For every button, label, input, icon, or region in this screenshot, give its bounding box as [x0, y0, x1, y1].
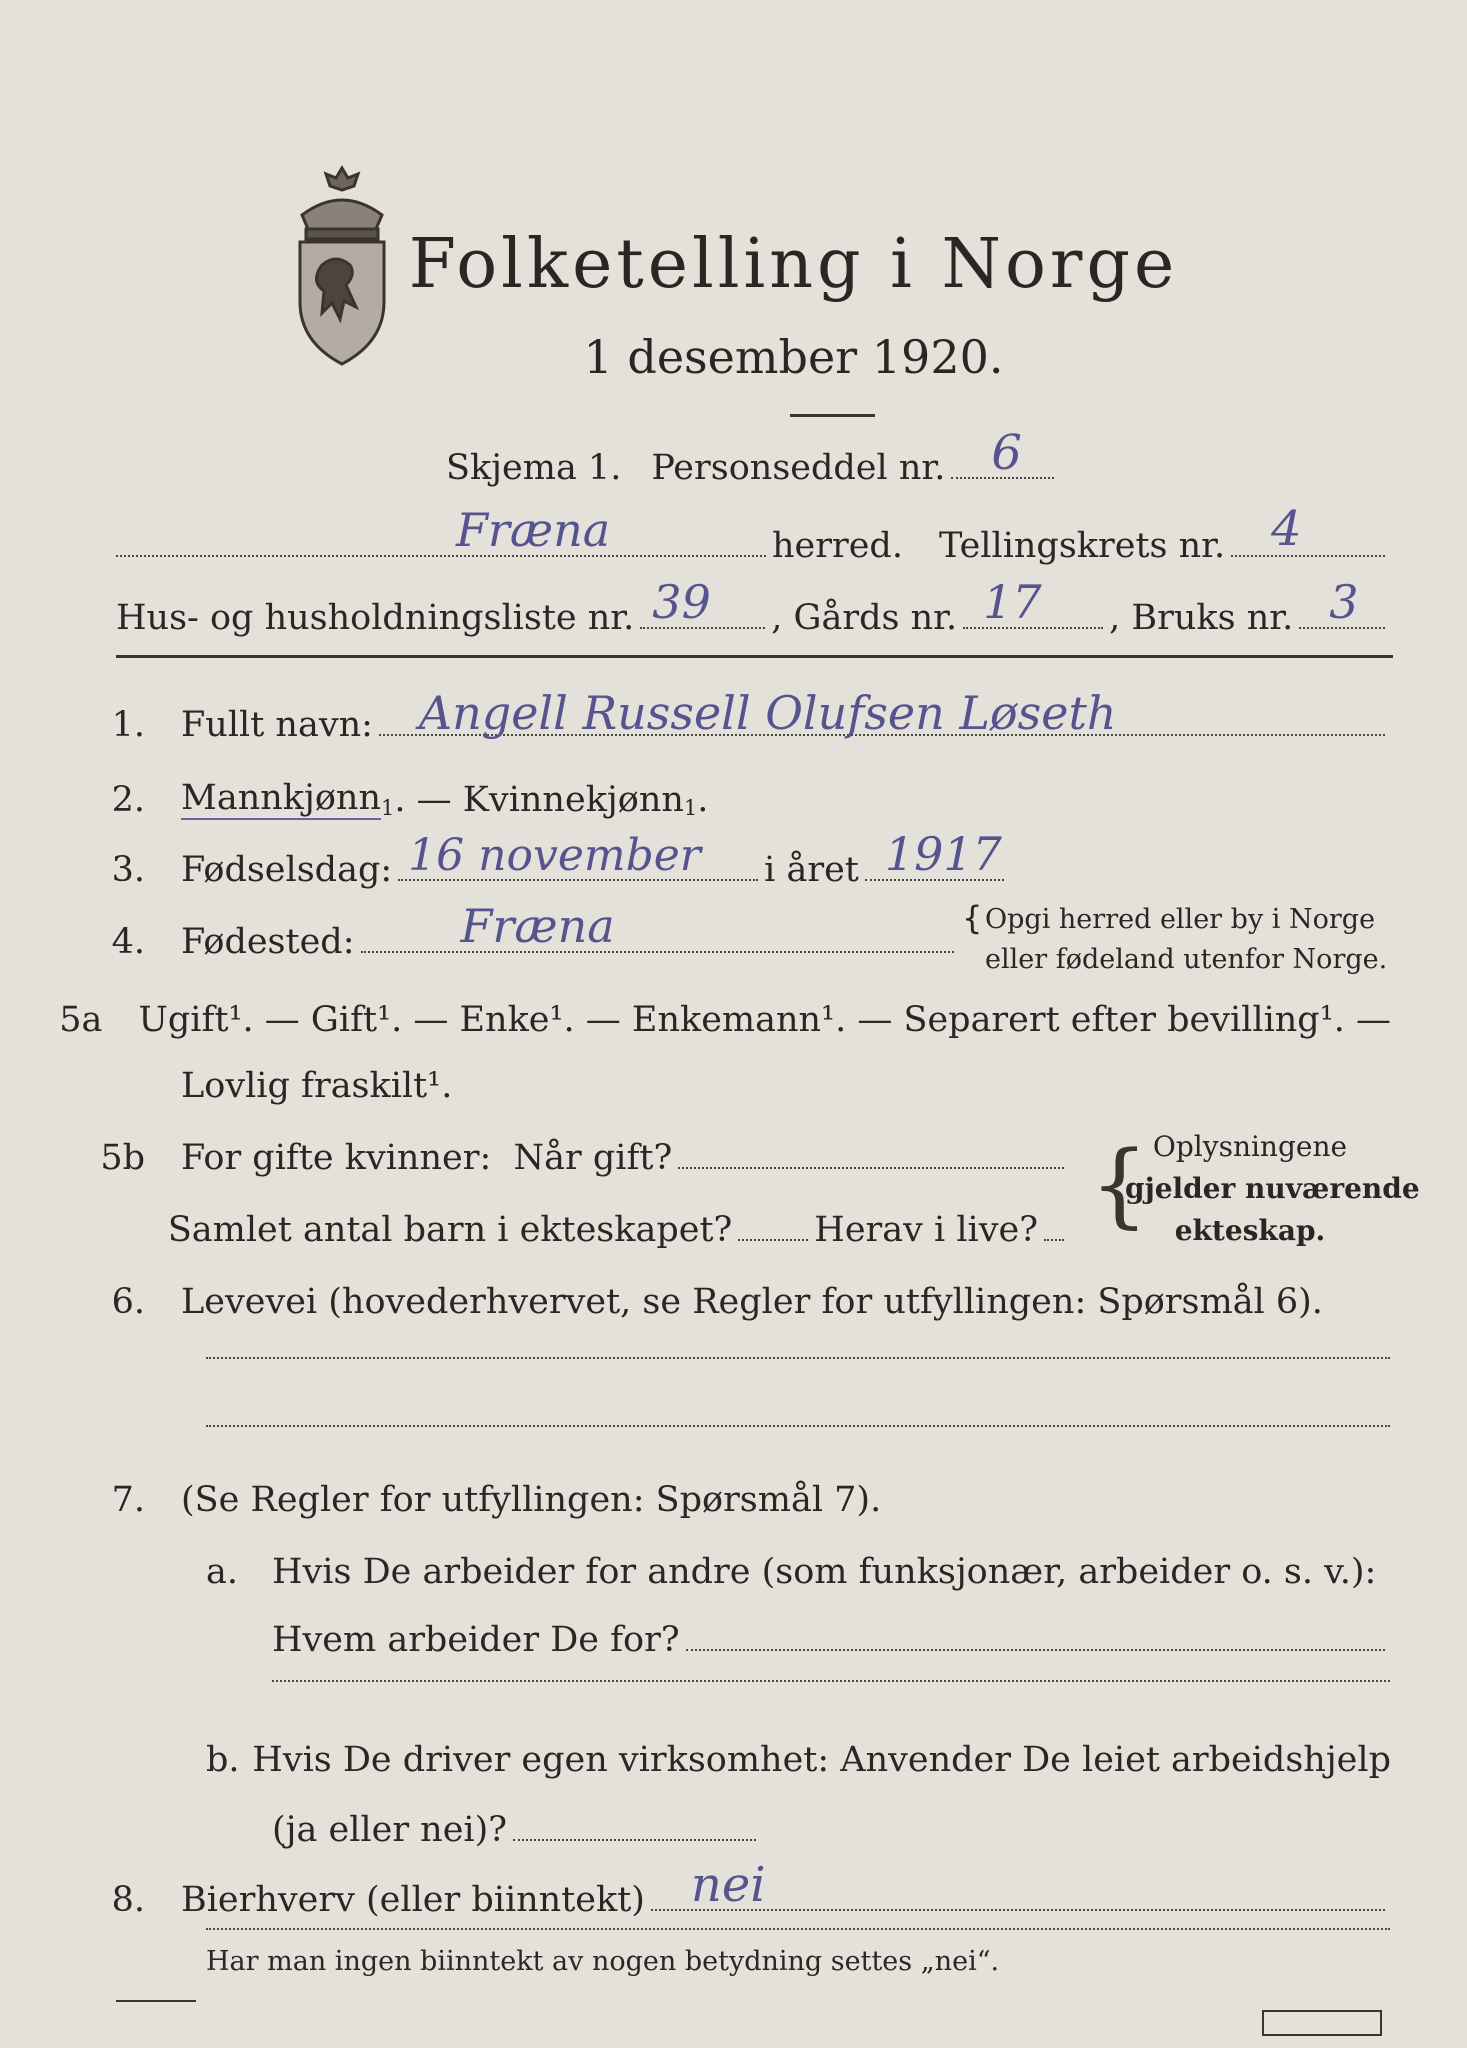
hired-help-field[interactable]	[513, 1839, 756, 1841]
employer-field-2[interactable]	[272, 1680, 1390, 1682]
herred-value: Fræna	[456, 503, 611, 557]
question-1	[50, 686, 1391, 745]
q3-label: Fødselsdag:	[181, 850, 393, 890]
question-7b	[206, 1740, 1391, 1780]
q7-label: (Se Regler for utfyllingen: Spørsmål 7).	[181, 1480, 882, 1520]
question-5b	[50, 1138, 1070, 1178]
birthplace-value: Fræna	[460, 899, 615, 953]
marital-status-options[interactable]: Ugift¹. — Gift¹. — Enke¹. — Enkemann¹. — Separert efter bevilling¹. —	[138, 1000, 1391, 1040]
alive-field[interactable]	[1044, 1239, 1064, 1241]
bruks-value: 3	[1329, 575, 1359, 629]
children-field[interactable]	[738, 1239, 808, 1241]
q4-note-line-1: Opgi herred eller by i Norge	[985, 904, 1376, 935]
hus-row	[116, 575, 1391, 638]
q3-number: 3.	[111, 850, 145, 890]
hus-value: 39	[652, 575, 711, 629]
q1-number: 1.	[111, 705, 145, 745]
skjema-label: Skjema 1.	[446, 448, 622, 488]
q2-separator: . —	[394, 780, 463, 820]
full-name-value: Angell Russell Olufsen Løseth	[418, 686, 1117, 740]
male-option[interactable]: Mannkjønn	[181, 778, 382, 818]
question-7a	[206, 1552, 1391, 1592]
q8-label: Bierhverv (eller biinntekt)	[181, 1880, 645, 1920]
personseddel-row	[446, 425, 1060, 488]
q5b-note-line-1: Oplysningene	[1152, 1130, 1348, 1163]
gards-value: 17	[983, 575, 1042, 629]
personseddel-field[interactable]	[951, 425, 1054, 481]
herred-row	[116, 501, 1391, 566]
herred-field[interactable]	[116, 503, 766, 557]
divorced-option[interactable]: Lovlig fraskilt¹.	[181, 1066, 453, 1106]
printer-mark	[1262, 2010, 1382, 2036]
q5b-note-line-2: gjelder nuværende	[1125, 1172, 1420, 1205]
bruks-label: , Bruks nr.	[1109, 598, 1294, 638]
question-6	[50, 1282, 1391, 1322]
children-label: Samlet antal barn i ekteskapet?	[167, 1210, 733, 1250]
q7a-letter: a.	[206, 1552, 238, 1592]
occupation-field-2[interactable]	[206, 1425, 1390, 1427]
birth-year-field[interactable]	[865, 827, 1004, 881]
question-3	[50, 827, 1010, 890]
title-divider	[790, 414, 875, 417]
personseddel-value: 6	[991, 425, 1022, 481]
question-7b-yesno	[272, 1810, 762, 1850]
alive-label: Herav i live?	[814, 1210, 1038, 1250]
tellingskrets-label: Tellingskrets nr.	[938, 526, 1226, 566]
birthplace-field[interactable]	[361, 899, 955, 953]
q8-number: 8.	[111, 1880, 145, 1920]
question-7a-who	[272, 1620, 1391, 1660]
hired-help-label: (ja eller nei)?	[272, 1810, 508, 1850]
hus-label: Hus- og husholdningsliste nr.	[116, 598, 635, 638]
q7b-text: Hvis De driver egen virksomhet: Anvender De leiet arbeidshjelp	[252, 1740, 1391, 1780]
birthday-value: 16 november	[408, 830, 701, 881]
q5a-number: 5a	[59, 1000, 103, 1040]
birthday-field[interactable]	[398, 830, 758, 881]
question-5b-children	[50, 1210, 1070, 1250]
q5b-brace: {	[1090, 1131, 1149, 1238]
employer-field[interactable]	[686, 1649, 1385, 1651]
side-income-field-2[interactable]	[206, 1928, 1390, 1930]
year-label: i året	[764, 850, 859, 890]
herred-label: herred.	[772, 526, 903, 566]
form-title: Folketelling i Norge	[408, 225, 1179, 304]
question-8	[50, 1857, 1391, 1920]
q5b-note	[1125, 1126, 1420, 1252]
bruks-field[interactable]	[1299, 575, 1385, 629]
q4-note	[985, 900, 1387, 980]
question-4	[50, 899, 960, 962]
q6-label: Levevei (hovederhvervet, se Regler for utfyllingen: Spørsmål 6).	[181, 1282, 1323, 1322]
birth-year-value: 1917	[884, 827, 1002, 881]
footnote-rule	[116, 2000, 196, 2002]
q4-label: Fødested:	[181, 922, 355, 962]
question-5a-cont	[50, 1066, 1391, 1106]
q5b-note-line-3: ekteskap.	[1174, 1214, 1326, 1247]
q4-note-line-2: eller fødeland utenfor Norge.	[985, 944, 1388, 975]
q4-number: 4.	[111, 922, 145, 962]
header-divider	[116, 655, 1393, 658]
tellingskrets-field[interactable]	[1231, 501, 1385, 557]
q2-end: .	[697, 780, 709, 820]
question-5a	[50, 1000, 1391, 1040]
form-date: 1 desember 1920.	[583, 330, 1004, 384]
q1-label: Fullt navn:	[181, 705, 373, 745]
gards-field[interactable]	[963, 575, 1103, 629]
male-footnote-mark: 1	[381, 796, 395, 820]
question-2	[50, 778, 1391, 820]
side-income-value: nei	[690, 1857, 766, 1913]
side-income-field[interactable]	[651, 1857, 1385, 1913]
q7a-text: Hvis De arbeider for andre (som funksjonær, arbeider o. s. v.):	[272, 1552, 1377, 1592]
married-when-field[interactable]	[678, 1167, 1064, 1169]
hus-field[interactable]	[640, 575, 765, 629]
employer-label: Hvem arbeider De for?	[272, 1620, 680, 1660]
tellingskrets-value: 4	[1271, 501, 1302, 557]
occupation-field-1[interactable]	[206, 1357, 1390, 1359]
q7b-letter: b.	[206, 1740, 240, 1780]
gards-label: , Gårds nr.	[771, 598, 958, 638]
female-option[interactable]: Kvinnekjønn	[462, 780, 684, 820]
footer-note: Har man ingen biinntekt av nogen betydning settes „nei“.	[206, 1946, 1000, 1977]
female-footnote-mark: 1	[683, 796, 698, 820]
question-7	[50, 1480, 1391, 1520]
q5b-number: 5b	[100, 1138, 145, 1178]
q4-brace: {	[962, 899, 983, 937]
q7-number: 7.	[111, 1480, 145, 1520]
married-when-label: For gifte kvinner: Når gift?	[181, 1138, 673, 1178]
q2-number: 2.	[111, 780, 145, 820]
personseddel-label: Personseddel nr.	[651, 448, 946, 488]
full-name-field[interactable]	[379, 686, 1385, 740]
q6-number: 6.	[111, 1282, 145, 1322]
